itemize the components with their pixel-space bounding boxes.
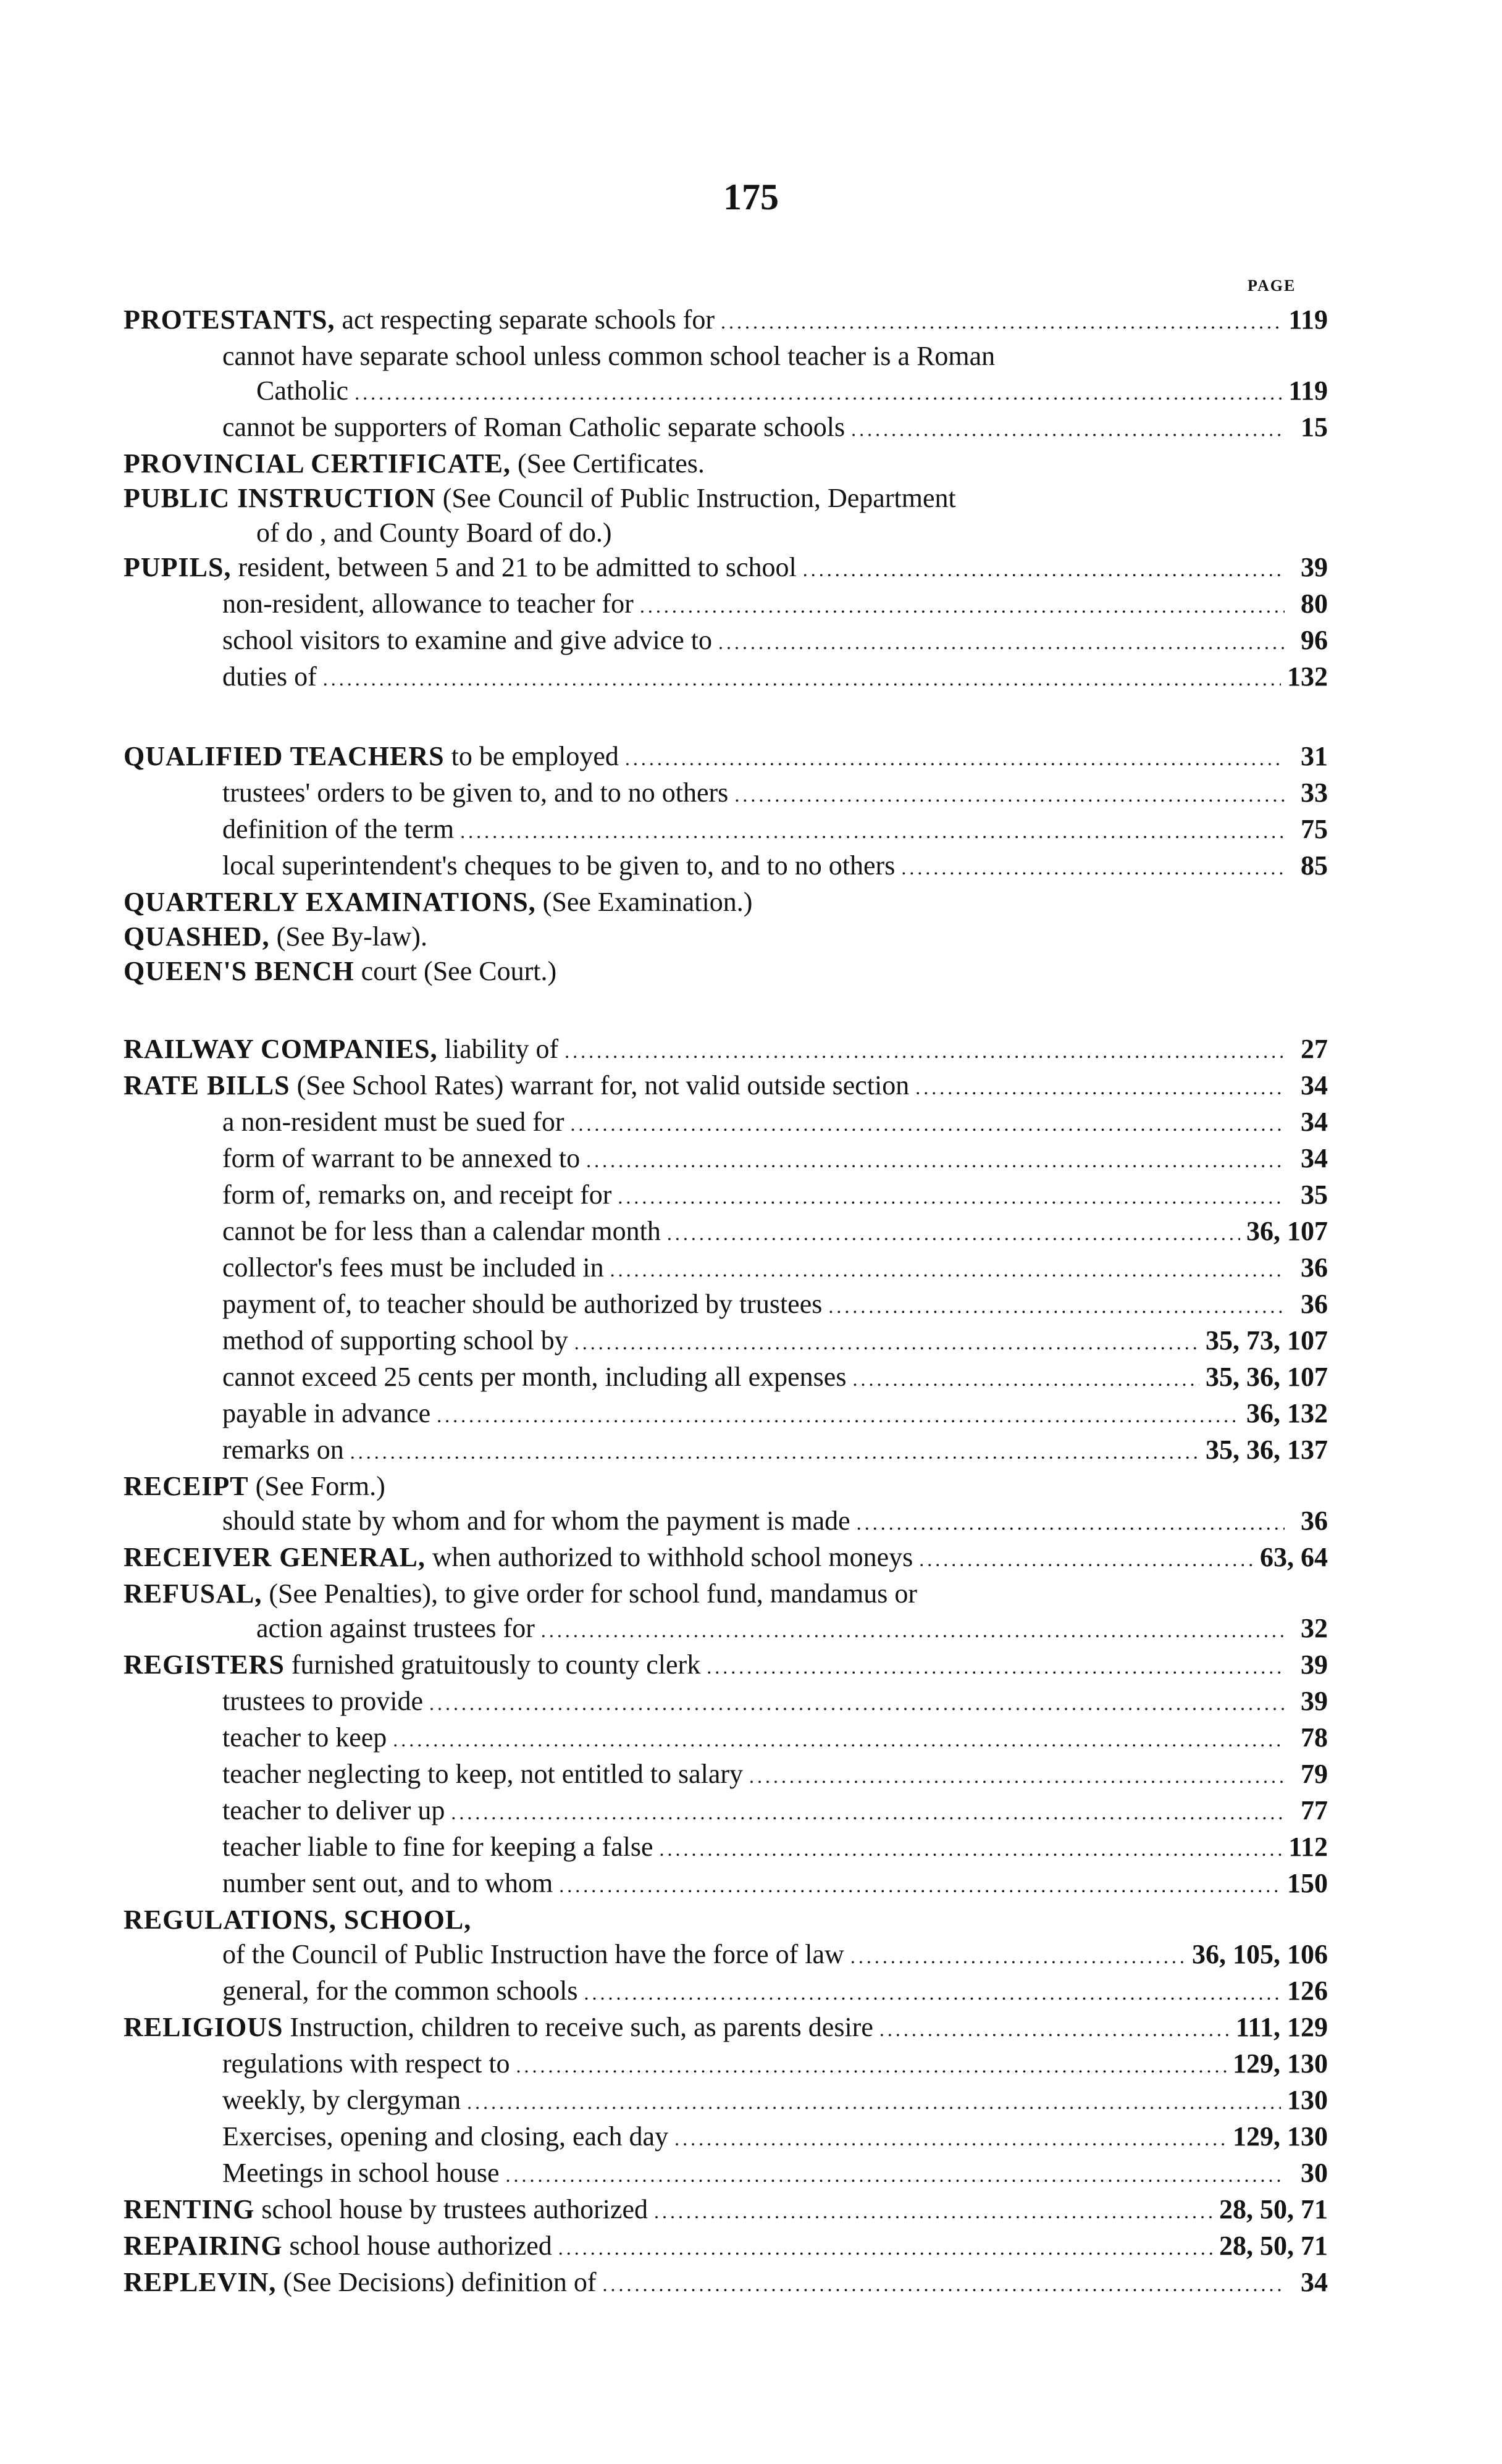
index-entry <box>124 1937 1328 1974</box>
dot-leader <box>541 1613 1285 1648</box>
entry-description: (See Examination.) <box>535 887 753 917</box>
entry-description: Exercises, opening and closing, each day <box>222 2121 669 2152</box>
dot-leader <box>559 1868 1281 1903</box>
entry-page-ref: 112 <box>1288 1832 1328 1862</box>
entry-description: non-resident, allowance to teacher for <box>222 589 634 619</box>
index-entry <box>124 1757 1328 1793</box>
entry-text <box>124 739 619 774</box>
dot-leader <box>460 814 1285 849</box>
entry-page-ref: 85 <box>1301 850 1328 881</box>
entry-text <box>222 776 728 810</box>
entry-description: teacher to keep <box>222 1722 387 1753</box>
entry-description: furnished gratuitously to county clerk <box>284 1649 701 1680</box>
entry-page-ref: 119 <box>1288 375 1328 406</box>
entry-description: definition of the term <box>222 814 455 844</box>
entry-page-ref: 130 <box>1287 2085 1328 2115</box>
entry-page-ref: 75 <box>1301 814 1328 844</box>
page-number: 175 <box>723 177 779 217</box>
dot-leader <box>574 1325 1199 1360</box>
entry-description: to be employed <box>444 741 619 771</box>
entry-page-ref: 27 <box>1301 1034 1328 1064</box>
entry-text <box>124 954 556 989</box>
index-entry <box>124 2119 1328 2156</box>
dot-leader <box>564 1034 1285 1068</box>
index-entry <box>124 1323 1328 1360</box>
entry-keyword: REPAIRING <box>124 2231 283 2261</box>
index-entry <box>124 587 1328 623</box>
dot-leader <box>451 1795 1285 1830</box>
entry-description: method of supporting school by <box>222 1325 568 1356</box>
entry-description: school visitors to examine and give advice to <box>222 625 713 655</box>
entry-text <box>222 1937 844 1972</box>
entry-text <box>222 1793 445 1828</box>
entry-text <box>222 1433 344 1467</box>
entry-page-ref: 126 <box>1287 1976 1328 2006</box>
entry-description: (See Form.) <box>248 1471 385 1501</box>
entry-text <box>222 2119 668 2154</box>
entry-description: act respecting separate schools for <box>335 304 715 335</box>
entry-description: form of warrant to be annexed to <box>222 1143 581 1173</box>
entry-page-ref: 36, 105, 106 <box>1192 1939 1328 1969</box>
entry-text <box>124 1540 913 1575</box>
entry-text <box>222 1684 423 1719</box>
entry-text <box>222 1757 743 1791</box>
dot-leader <box>640 589 1285 623</box>
dot-leader <box>828 1289 1285 1323</box>
entry-description: form of, remarks on, and receipt for <box>222 1180 612 1210</box>
entry-description: trustees' orders to be given to, and to no others <box>222 777 729 808</box>
entry-description: (See Certificates. <box>510 448 705 479</box>
dot-leader <box>586 1143 1285 1178</box>
entry-page-ref: 35, 36, 107 <box>1206 1362 1328 1392</box>
entry-text <box>222 660 317 694</box>
entry-text <box>124 1903 471 1937</box>
section-gap <box>124 989 1328 1032</box>
entry-page-ref: 28, 50, 71 <box>1219 2194 1328 2224</box>
entry-description: resident, between 5 and 21 to be admitted to school <box>231 552 797 582</box>
entry-keyword: REGULATIONS, SCHOOL, <box>124 1905 472 1935</box>
entry-text <box>124 303 715 337</box>
entry-page-ref: 111, 129 <box>1235 2012 1328 2042</box>
entry-description: number sent out, and to whom <box>222 1868 553 1898</box>
dot-leader <box>571 1107 1285 1141</box>
entry-page-ref: 36, 132 <box>1246 1398 1328 1428</box>
entry-page-ref: 119 <box>1288 304 1328 335</box>
entry-text <box>124 1032 558 1066</box>
dot-leader <box>323 661 1281 696</box>
entry-text <box>222 623 712 658</box>
entry-text <box>124 2192 648 2227</box>
entry-page-ref: 34 <box>1301 2267 1328 2297</box>
entry-description: payable in advance <box>222 1398 431 1428</box>
entry-page-ref: 33 <box>1301 777 1328 808</box>
index-entry <box>124 1903 1328 1937</box>
entry-description: school house authorized <box>282 2231 552 2261</box>
entry-text <box>124 2229 552 2263</box>
entry-page-ref: 31 <box>1301 741 1328 771</box>
dot-leader <box>674 2121 1227 2156</box>
index-entry <box>124 1141 1328 1178</box>
index-entry <box>124 1251 1328 1287</box>
dot-leader <box>355 375 1282 410</box>
entry-text <box>124 920 427 954</box>
entry-text <box>222 1214 661 1249</box>
index-entry <box>124 1577 1328 1611</box>
entry-page-ref: 35, 36, 137 <box>1206 1435 1328 1465</box>
dot-leader <box>851 412 1285 446</box>
index-entry <box>124 920 1328 954</box>
dot-leader <box>915 1070 1285 1105</box>
entry-text <box>124 481 956 516</box>
entry-text <box>256 374 348 408</box>
index-entry <box>124 1540 1328 1577</box>
entry-description: (See Council of Public Instruction, Department <box>435 483 956 513</box>
index-entry <box>124 1469 1328 1504</box>
entry-page-ref: 150 <box>1287 1868 1328 1898</box>
entry-keyword: REPLEVIN, <box>124 2267 277 2297</box>
dot-leader <box>718 625 1285 660</box>
dot-leader <box>393 1722 1285 1757</box>
index-entry <box>124 812 1328 849</box>
index-entry <box>124 1396 1328 1433</box>
entry-text <box>124 446 705 481</box>
entry-page-ref: 28, 50, 71 <box>1219 2231 1328 2261</box>
entry-keyword: RAILWAY COMPANIES, <box>124 1034 438 1064</box>
entry-page-ref: 78 <box>1301 1722 1328 1753</box>
entry-text <box>124 2265 596 2300</box>
dot-leader <box>734 777 1285 812</box>
index-entry <box>124 776 1328 812</box>
dot-leader <box>506 2158 1285 2192</box>
entry-keyword: PUPILS, <box>124 552 232 582</box>
dot-leader <box>749 1759 1285 1793</box>
entry-description: weekly, by clergyman <box>222 2085 461 2115</box>
index-entry <box>124 2047 1328 2083</box>
dot-leader <box>721 304 1282 339</box>
index-entry <box>124 2229 1328 2265</box>
entry-text <box>222 1830 653 1864</box>
index-entry <box>124 1433 1328 1469</box>
dot-leader <box>558 2231 1213 2265</box>
index-entry <box>124 374 1328 410</box>
entry-page-ref: 15 <box>1301 412 1328 442</box>
index-entry <box>124 1866 1328 1903</box>
dot-leader <box>803 552 1285 587</box>
entry-page-ref: 36 <box>1301 1252 1328 1283</box>
entry-page-ref: 35 <box>1301 1180 1328 1210</box>
entry-description: of the Council of Public Instruction have the force of law <box>222 1939 844 1969</box>
entry-description: regulations with respect to <box>222 2048 510 2079</box>
index-entry <box>124 410 1328 446</box>
entry-keyword: RECEIVER GENERAL, <box>124 1542 426 1572</box>
dot-leader <box>850 1939 1186 1974</box>
entry-text <box>222 1866 553 1901</box>
index-entry <box>124 1360 1328 1396</box>
entry-page-ref: 63, 64 <box>1260 1542 1328 1572</box>
index-entry <box>124 1974 1328 2010</box>
index-entry <box>124 1684 1328 1720</box>
entry-page-ref: 36 <box>1301 1289 1328 1319</box>
index-entry <box>124 1214 1328 1251</box>
index-entry <box>124 1830 1328 1866</box>
entry-description: liability of <box>437 1034 559 1064</box>
entry-text <box>256 1611 535 1646</box>
index-entry <box>124 2010 1328 2047</box>
entry-page-ref: 34 <box>1301 1143 1328 1173</box>
entry-description: cannot be for less than a calendar month <box>222 1216 661 1246</box>
index-entry <box>124 550 1328 587</box>
entry-description: (See Decisions) definition of <box>276 2267 597 2297</box>
index-entry <box>124 623 1328 660</box>
dot-leader <box>707 1649 1285 1684</box>
index-entry <box>124 2265 1328 2302</box>
entry-keyword: QUARTERLY EXAMINATIONS, <box>124 887 536 917</box>
dot-leader <box>516 2048 1227 2083</box>
dot-leader <box>618 1180 1285 1214</box>
entry-text <box>222 812 454 847</box>
index-entry <box>124 885 1328 920</box>
entry-keyword: QUASHED, <box>124 921 270 952</box>
entry-text <box>222 1720 387 1755</box>
entry-text <box>124 550 797 585</box>
index-entry <box>124 2083 1328 2119</box>
index-entry <box>124 1068 1328 1105</box>
entry-keyword: PROTESTANTS, <box>124 304 335 335</box>
entry-page-ref: 34 <box>1301 1070 1328 1100</box>
entry-text <box>222 2156 500 2190</box>
entry-page-ref: 39 <box>1301 552 1328 582</box>
entry-page-ref: 34 <box>1301 1107 1328 1137</box>
entry-keyword: RELIGIOUS <box>124 2012 283 2042</box>
index-entry <box>124 2156 1328 2192</box>
entry-keyword: RENTING <box>124 2194 255 2224</box>
index-entry <box>124 2192 1328 2229</box>
entry-page-ref: 36 <box>1301 1506 1328 1536</box>
dot-leader <box>602 2267 1285 2302</box>
entry-description: duties of <box>222 661 317 692</box>
entry-page-ref: 39 <box>1301 1686 1328 1716</box>
entry-text <box>222 410 845 445</box>
entry-keyword: RATE BILLS <box>124 1070 290 1100</box>
index-entries <box>124 303 1328 2302</box>
entry-page-ref: 96 <box>1301 625 1328 655</box>
entry-description: cannot be supporters of Roman Catholic separate schools <box>222 412 845 442</box>
entry-text <box>222 587 634 621</box>
dot-leader <box>879 2012 1230 2047</box>
entry-description: cannot exceed 25 cents per month, including all expenses <box>222 1362 847 1392</box>
index-entry <box>124 1720 1328 1757</box>
entry-text <box>222 1251 604 1285</box>
entry-keyword: RECEIPT <box>124 1471 249 1501</box>
entry-text <box>222 1323 568 1358</box>
index-entry <box>124 1793 1328 1830</box>
entry-description: trustees to provide <box>222 1686 424 1716</box>
entry-keyword: PROVINCIAL CERTIFICATE, <box>124 448 511 479</box>
entry-text <box>222 2083 461 2118</box>
entry-description: (See School Rates) warrant for, not valid outside section <box>290 1070 910 1100</box>
dot-leader <box>901 850 1285 885</box>
entry-text <box>222 1360 846 1394</box>
entry-description: teacher liable to fine for keeping a false <box>222 1832 653 1862</box>
entry-page-ref: 39 <box>1301 1649 1328 1680</box>
entry-page-ref: 79 <box>1301 1759 1328 1789</box>
entry-page-ref: 35, 73, 107 <box>1206 1325 1328 1356</box>
dot-leader <box>610 1252 1285 1287</box>
index-entry <box>124 1648 1328 1684</box>
entry-text <box>124 1577 917 1611</box>
entry-page-ref: 32 <box>1301 1613 1328 1643</box>
index-entry <box>124 516 1328 550</box>
dot-leader <box>667 1216 1240 1251</box>
page-column-label: PAGE <box>1248 277 1296 295</box>
entry-description: Meetings in school house <box>222 2158 500 2188</box>
entry-text <box>222 339 995 374</box>
entry-text <box>124 1469 385 1504</box>
entry-description: collector's fees must be included in <box>222 1252 604 1283</box>
entry-description: local superintendent's cheques to be given to, and to no others <box>222 850 896 881</box>
entry-text <box>222 1396 430 1431</box>
entry-description: payment of, to teacher should be authorized by trustees <box>222 1289 823 1319</box>
entry-text <box>124 2010 873 2045</box>
dot-leader <box>660 1832 1283 1866</box>
section-gap <box>124 696 1328 739</box>
entry-text <box>124 1648 700 1682</box>
index-entry <box>124 481 1328 516</box>
entry-page-ref: 129, 130 <box>1233 2121 1328 2152</box>
entry-description: teacher to deliver up <box>222 1795 445 1825</box>
index-entry <box>124 1105 1328 1141</box>
index-entry <box>124 1611 1328 1648</box>
dot-leader <box>429 1686 1285 1720</box>
index-entry <box>124 303 1328 339</box>
entry-description: cannot have separate school unless common school teacher is a Roman <box>222 341 996 371</box>
entry-description: school house by trustees authorized <box>254 2194 648 2224</box>
dot-leader <box>919 1542 1254 1577</box>
index-entry <box>124 1504 1328 1540</box>
index-entry <box>124 849 1328 885</box>
dot-leader <box>852 1362 1199 1396</box>
entry-description: (See Penalties), to give order for school fund, mandamus or <box>262 1578 917 1609</box>
entry-page-ref: 77 <box>1301 1795 1328 1825</box>
entry-text <box>222 849 895 883</box>
entry-description: court (See Court.) <box>354 956 557 986</box>
index-entry <box>124 1032 1328 1068</box>
entry-description: remarks on <box>222 1435 344 1465</box>
entry-description: general, for the common schools <box>222 1976 578 2006</box>
entry-description: a non-resident must be sued for <box>222 1107 564 1137</box>
entry-page-ref: 36, 107 <box>1246 1216 1328 1246</box>
index-entry <box>124 446 1328 481</box>
entry-description: (See By-law). <box>269 921 427 952</box>
index-entry <box>124 1178 1328 1214</box>
entry-text <box>222 1287 822 1322</box>
entry-keyword: REFUSAL, <box>124 1578 262 1609</box>
entry-description: Catholic <box>256 375 349 406</box>
entry-keyword: PUBLIC INSTRUCTION <box>124 483 436 513</box>
entry-text <box>222 1178 611 1212</box>
entry-page-ref: 80 <box>1301 589 1328 619</box>
entry-keyword: REGISTERS <box>124 1649 285 1680</box>
index-entry <box>124 954 1328 989</box>
entry-description: when authorized to withhold school moneys <box>425 1542 913 1572</box>
dot-leader <box>350 1435 1199 1469</box>
dot-leader <box>584 1976 1281 2010</box>
entry-page-ref: 129, 130 <box>1233 2048 1328 2079</box>
entry-description: of do , and County Board of do.) <box>256 518 612 548</box>
dot-leader <box>654 2194 1213 2229</box>
entry-description: teacher neglecting to keep, not entitled to salary <box>222 1759 744 1789</box>
entry-description: action against trustees for <box>256 1613 535 1643</box>
entry-text <box>222 2047 510 2081</box>
entry-text <box>124 885 752 920</box>
index-entry <box>124 339 1328 374</box>
entry-page-ref: 30 <box>1301 2158 1328 2188</box>
entry-keyword: QUALIFIED TEACHERS <box>124 741 445 771</box>
index-entry <box>124 660 1328 696</box>
index-entry <box>124 1287 1328 1323</box>
entry-text <box>256 516 612 550</box>
dot-leader <box>857 1506 1285 1540</box>
entry-text <box>124 1068 909 1103</box>
dot-leader <box>437 1398 1240 1433</box>
entry-text <box>222 1141 580 1176</box>
entry-text <box>222 1504 850 1538</box>
entry-page-ref: 132 <box>1287 661 1328 692</box>
entry-description: should state by whom and for whom the payment is made <box>222 1506 850 1536</box>
index-entry <box>124 739 1328 776</box>
dot-leader <box>625 741 1285 776</box>
entry-description: Instruction, children to receive such, as parents desire <box>283 2012 873 2042</box>
entry-text <box>222 1105 564 1139</box>
entry-text <box>222 1974 578 2008</box>
entry-keyword: QUEEN'S BENCH <box>124 956 355 986</box>
dot-leader <box>467 2085 1281 2119</box>
